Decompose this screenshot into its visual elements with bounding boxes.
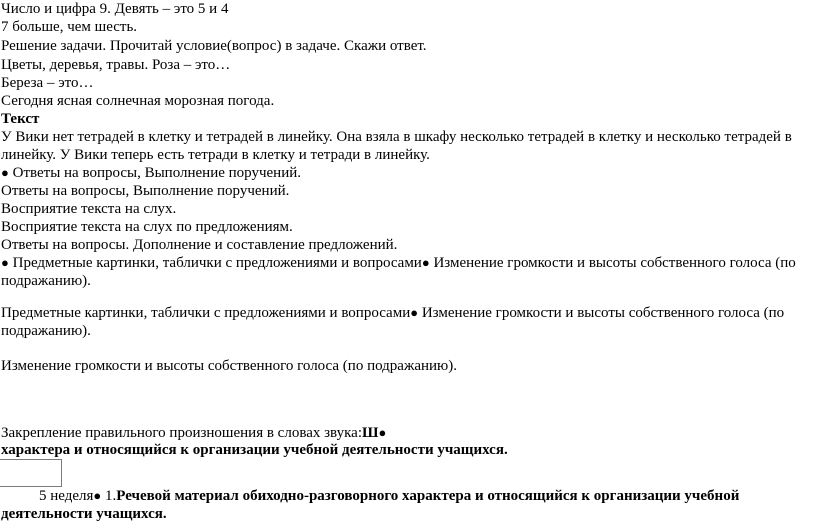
- bullet-icon: ●: [378, 425, 387, 440]
- text-part: Закрепление правильного произношения в словах звука:: [1, 425, 362, 441]
- paragraph-text: [1, 487, 813, 523]
- paragraph-text: Изменение громкости и высоты собственного голоса (по подражанию).: [1, 305, 785, 339]
- text-line: Решение задачи. Прочитай условие(вопрос) в задаче. Скажи ответ.: [1, 38, 427, 54]
- text-line: Изменение громкости и высоты собственного голоса (по подражанию).: [1, 358, 457, 374]
- text-part: 5 неделя: [39, 488, 94, 504]
- bold-text-line: характера и относящийся к организации учебной деятельности учащихся.: [1, 442, 508, 458]
- text-part: 1.: [101, 488, 117, 504]
- paragraph-text: У Вики нет тетрадей в клетку и тетрадей в линейку. Она взяла в шкафу несколько тетрадей в клетку и несколько тетрадей в линейку. У Вики теперь есть тетради в клетку и тетради в линейку.: [1, 129, 792, 163]
- bullet-icon: ●: [1, 255, 9, 270]
- text-line: Цветы, деревья, травы. Роза – это…: [1, 57, 231, 73]
- text-line: Ответы на вопросы. Дополнение и составление предложений.: [1, 237, 398, 253]
- bullet-text: Ответы на вопросы, Выполнение поручений.: [12, 165, 301, 181]
- text-line: Сегодня ясная солнечная морозная погода.: [1, 93, 275, 109]
- bullet-icon: ●: [93, 488, 102, 503]
- table-cell-border: [0, 459, 62, 487]
- paragraph-text: Предметные картинки, таблички с предложениями и вопросами: [1, 305, 411, 321]
- text-part-bold: Ш: [362, 425, 379, 441]
- bullet-text: Изменение громкости и высоты собственного голоса (по подражанию).: [1, 255, 796, 289]
- text-line: Восприятие текста на слух по предложениям.: [1, 219, 293, 235]
- text-line: Береза – это…: [1, 75, 94, 91]
- bullet-paragraph: [1, 254, 813, 290]
- bullet-line: [1, 164, 301, 182]
- text-line: 7 больше, чем шесть.: [1, 19, 138, 35]
- bullet-icon: ●: [410, 305, 419, 320]
- paragraph-text: [1, 304, 813, 340]
- text-line: Число и цифра 9. Девять – это 5 и 4: [1, 1, 229, 17]
- bullet-icon: ●: [421, 255, 430, 270]
- text-part-bold: Речевой материал обиходно-разговорного характера и относящийся к организации учебной деятельности учащихся.: [1, 488, 740, 522]
- text-line: Восприятие текста на слух.: [1, 201, 177, 217]
- bullet-text: Предметные картинки, таблички с предложениями и вопросами: [12, 255, 422, 271]
- section-heading: Текст: [1, 111, 40, 127]
- text-line: Ответы на вопросы, Выполнение поручений.: [1, 183, 290, 199]
- bullet-icon: ●: [1, 165, 9, 180]
- text-line: [1, 424, 386, 442]
